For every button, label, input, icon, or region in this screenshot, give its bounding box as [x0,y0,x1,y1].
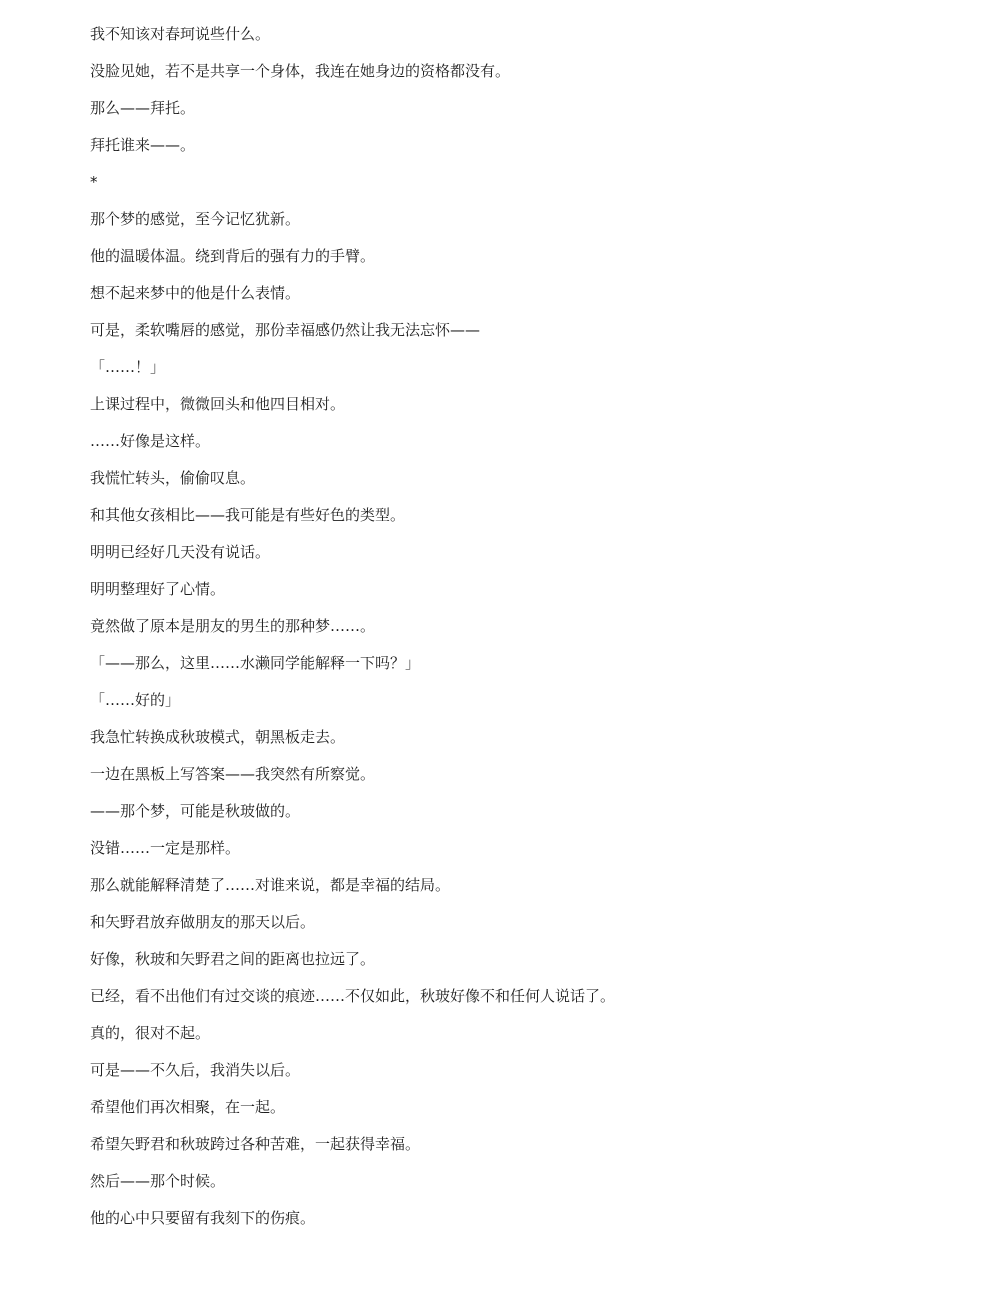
text-line: 上课过程中，微微回头和他四目相对。 [90,395,346,413]
text-line: 希望矢野君和秋玻跨过各种苦难，一起获得幸福。 [90,1135,421,1153]
text-line: 没脸见她，若不是共享一个身体，我连在她身边的资格都没有。 [90,62,511,80]
text-line: 真的，很对不起。 [90,1024,211,1042]
text-line: 可是——不久后，我消失以后。 [90,1061,301,1079]
text-column [90,16,970,1237]
text-line: ——那个梦，可能是秋玻做的。 [90,802,301,820]
text-line: 我慌忙转头，偷偷叹息。 [90,469,256,487]
text-line: 他的心中只要留有我刻下的伤痕。 [90,1209,316,1227]
text-line: 明明已经好几天没有说话。 [90,543,271,561]
text-line: 已经，看不出他们有过交谈的痕迹……不仅如此，秋玻好像不和任何人说话了。 [90,987,616,1005]
text-line: 和其他女孩相比——我可能是有些好色的类型。 [90,506,406,524]
text-line: 那么就能解释清楚了……对谁来说，都是幸福的结局。 [90,876,451,894]
text-line: 可是，柔软嘴唇的感觉，那份幸福感仍然让我无法忘怀—— [90,321,481,339]
text-line: 拜托谁来——。 [90,136,196,154]
scene-break: * [90,173,98,191]
text-line: 想不起来梦中的他是什么表情。 [90,284,301,302]
text-line: 那个梦的感觉，至今记忆犹新。 [90,210,301,228]
text-line: 一边在黑板上写答案——我突然有所察觉。 [90,765,376,783]
text-line: 好像，秋玻和矢野君之间的距离也拉远了。 [90,950,376,968]
dialogue-line: 「——那么，这里……水濑同学能解释一下吗？」 [90,654,421,672]
text-line: 我急忙转换成秋玻模式，朝黑板走去。 [90,728,346,746]
text-line: 明明整理好了心情。 [90,580,226,598]
text-line: 和矢野君放弃做朋友的那天以后。 [90,913,316,931]
text-line: 然后——那个时候。 [90,1172,226,1190]
dialogue-line: 「……好的」 [90,691,181,709]
text-line: 没错……一定是那样。 [90,839,241,857]
text-line: 希望他们再次相聚，在一起。 [90,1098,286,1116]
dialogue-line: 「……！」 [90,358,166,376]
text-line: ……好像是这样。 [90,432,211,450]
text-line: 那么——拜托。 [90,99,196,117]
text-line: 他的温暖体温。绕到背后的强有力的手臂。 [90,247,376,265]
text-line: 竟然做了原本是朋友的男生的那种梦……。 [90,617,376,635]
text-line: 我不知该对春珂说些什么。 [90,25,271,43]
